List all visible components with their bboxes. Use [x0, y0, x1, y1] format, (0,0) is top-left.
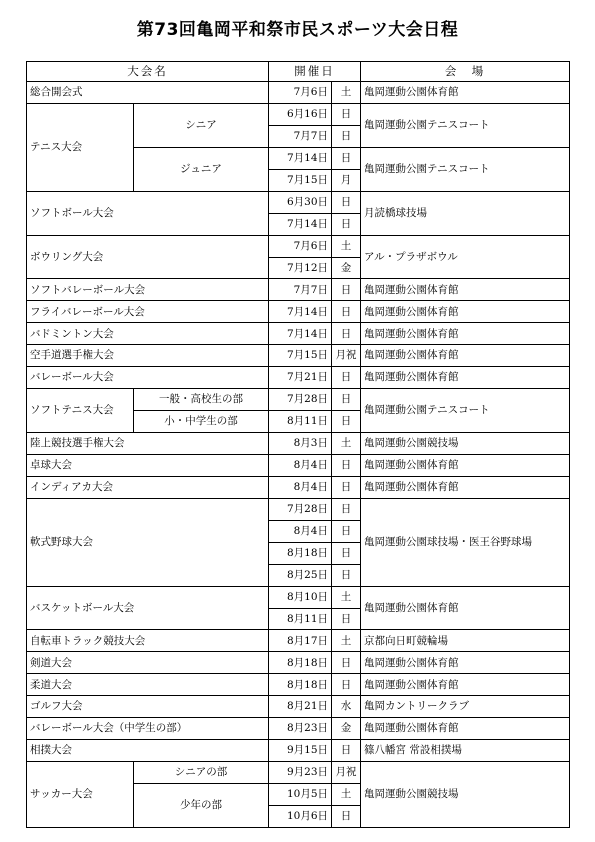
table-row: [27, 345, 570, 367]
table-row: [27, 674, 570, 696]
event-venue: 亀岡運動公園テニスコート: [361, 147, 570, 191]
event-venue: 亀岡運動公園体育館: [361, 367, 570, 389]
event-weekday: 日: [332, 191, 361, 213]
event-name: バドミントン大会: [27, 323, 269, 345]
table-row: [27, 454, 570, 476]
header-event: 大会名: [27, 62, 269, 82]
event-weekday: 土: [332, 784, 361, 806]
table-row: [27, 718, 570, 740]
event-venue: 亀岡運動公園体育館: [361, 586, 570, 630]
event-weekday: 日: [332, 476, 361, 498]
table-row: [27, 323, 570, 345]
event-weekday: 日: [332, 674, 361, 696]
event-date: 8月18日: [269, 652, 332, 674]
event-weekday: 日: [332, 652, 361, 674]
event-weekday: 日: [332, 125, 361, 147]
table-row: [27, 696, 570, 718]
table-row: [27, 103, 570, 125]
event-venue: 亀岡運動公園競技場: [361, 762, 570, 828]
event-weekday: 日: [332, 323, 361, 345]
event-weekday: 日: [332, 389, 361, 411]
event-date: 8月10日: [269, 586, 332, 608]
header-date: 開催日: [269, 62, 361, 82]
event-date: 8月3日: [269, 433, 332, 455]
event-date: 7月14日: [269, 147, 332, 169]
event-name: ソフトテニス大会: [27, 389, 134, 433]
event-venue: 亀岡運動公園競技場: [361, 433, 570, 455]
event-name: ボウリング大会: [27, 235, 269, 279]
event-date: 8月18日: [269, 542, 332, 564]
event-date: 8月17日: [269, 630, 332, 652]
event-name: 軟式野球大会: [27, 498, 269, 586]
table-row: [27, 630, 570, 652]
event-date: 9月15日: [269, 740, 332, 762]
event-weekday: 日: [332, 520, 361, 542]
event-date: 8月4日: [269, 520, 332, 542]
event-venue: 亀岡運動公園テニスコート: [361, 103, 570, 147]
event-date: 6月16日: [269, 103, 332, 125]
event-date: 7月15日: [269, 169, 332, 191]
event-weekday: 日: [332, 740, 361, 762]
event-name: 剣道大会: [27, 652, 269, 674]
event-venue: 亀岡運動公園体育館: [361, 718, 570, 740]
table-row: [27, 498, 570, 520]
table-row: [27, 82, 570, 104]
event-weekday: 日: [332, 542, 361, 564]
table-header-row: [27, 62, 570, 82]
event-weekday: 金: [332, 257, 361, 279]
event-venue: 亀岡運動公園体育館: [361, 323, 570, 345]
event-date: 8月4日: [269, 476, 332, 498]
event-weekday: 日: [332, 367, 361, 389]
event-date: 8月11日: [269, 608, 332, 630]
event-date: 10月5日: [269, 784, 332, 806]
event-weekday: 土: [332, 630, 361, 652]
event-name: 自転車トラック競技大会: [27, 630, 269, 652]
event-name: 総合開会式: [27, 82, 269, 104]
table-row: [27, 191, 570, 213]
event-venue: 亀岡運動公園体育館: [361, 652, 570, 674]
event-date: 7月12日: [269, 257, 332, 279]
event-weekday: 月祝: [332, 345, 361, 367]
event-date: 8月18日: [269, 674, 332, 696]
event-weekday: 日: [332, 411, 361, 433]
event-venue: アル・プラザボウル: [361, 235, 570, 279]
event-name: バスケットボール大会: [27, 586, 269, 630]
table-row: [27, 476, 570, 498]
event-date: 9月23日: [269, 762, 332, 784]
event-division: ジュニア: [134, 147, 269, 191]
event-venue: 亀岡運動公園球技場・医王谷野球場: [361, 498, 570, 586]
event-date: 7月28日: [269, 389, 332, 411]
event-date: 7月21日: [269, 367, 332, 389]
event-date: 10月6日: [269, 805, 332, 827]
event-division: シニアの部: [134, 762, 269, 784]
event-name: ゴルフ大会: [27, 696, 269, 718]
event-venue: 月読橋球技場: [361, 191, 570, 235]
event-weekday: 日: [332, 454, 361, 476]
event-date: 7月7日: [269, 279, 332, 301]
schedule-table: [26, 61, 570, 828]
event-weekday: 土: [332, 586, 361, 608]
event-weekday: 土: [332, 82, 361, 104]
event-venue: 亀岡運動公園テニスコート: [361, 389, 570, 433]
event-name: テニス大会: [27, 103, 134, 191]
event-weekday: 土: [332, 235, 361, 257]
table-row: [27, 652, 570, 674]
event-weekday: 日: [332, 301, 361, 323]
event-venue: 亀岡運動公園体育館: [361, 279, 570, 301]
page-title: 第73回亀岡平和祭市民スポーツ大会日程: [136, 20, 459, 40]
event-venue: 篠八幡宮 常設相撲場: [361, 740, 570, 762]
event-weekday: 日: [332, 213, 361, 235]
event-date: 7月6日: [269, 235, 332, 257]
event-division: 一般・高校生の部: [134, 389, 269, 411]
event-date: 7月6日: [269, 82, 332, 104]
event-date: 7月14日: [269, 213, 332, 235]
event-date: 8月25日: [269, 564, 332, 586]
table-row: [27, 762, 570, 784]
table-row: [27, 433, 570, 455]
table-row: [27, 301, 570, 323]
event-weekday: 日: [332, 564, 361, 586]
event-name: 陸上競技選手権大会: [27, 433, 269, 455]
event-date: 7月15日: [269, 345, 332, 367]
event-date: 7月7日: [269, 125, 332, 147]
event-weekday: 日: [332, 498, 361, 520]
event-date: 8月23日: [269, 718, 332, 740]
event-venue: 亀岡運動公園体育館: [361, 345, 570, 367]
event-venue: 亀岡運動公園体育館: [361, 476, 570, 498]
event-name: 空手道選手権大会: [27, 345, 269, 367]
event-name: インディアカ大会: [27, 476, 269, 498]
event-weekday: 日: [332, 608, 361, 630]
event-weekday: 月祝: [332, 762, 361, 784]
event-date: 8月11日: [269, 411, 332, 433]
event-weekday: 土: [332, 433, 361, 455]
event-name: サッカー大会: [27, 762, 134, 828]
event-name: ソフトバレーボール大会: [27, 279, 269, 301]
event-name: フライバレーボール大会: [27, 301, 269, 323]
event-name: バレーボール大会（中学生の部）: [27, 718, 269, 740]
event-weekday: 日: [332, 805, 361, 827]
event-division: シニア: [134, 103, 269, 147]
table-row: [27, 367, 570, 389]
table-row: [27, 586, 570, 608]
event-date: 8月4日: [269, 454, 332, 476]
event-venue: 亀岡運動公園体育館: [361, 301, 570, 323]
event-name: 相撲大会: [27, 740, 269, 762]
table-row: [27, 740, 570, 762]
event-weekday: 金: [332, 718, 361, 740]
event-name: バレーボール大会: [27, 367, 269, 389]
event-date: 7月14日: [269, 301, 332, 323]
event-name: ソフトボール大会: [27, 191, 269, 235]
event-weekday: 月: [332, 169, 361, 191]
event-weekday: 日: [332, 279, 361, 301]
table-row: [27, 389, 570, 411]
event-venue: 亀岡運動公園体育館: [361, 82, 570, 104]
event-weekday: 日: [332, 103, 361, 125]
event-date: 8月21日: [269, 696, 332, 718]
table-row: [27, 279, 570, 301]
event-date: 7月14日: [269, 323, 332, 345]
event-venue: 亀岡運動公園体育館: [361, 454, 570, 476]
event-name: 卓球大会: [27, 454, 269, 476]
event-weekday: 水: [332, 696, 361, 718]
event-venue: 亀岡運動公園体育館: [361, 674, 570, 696]
event-division: 小・中学生の部: [134, 411, 269, 433]
event-name: 柔道大会: [27, 674, 269, 696]
event-weekday: 日: [332, 147, 361, 169]
event-division: 少年の部: [134, 784, 269, 828]
table-row: [27, 235, 570, 257]
event-venue: 亀岡カントリークラブ: [361, 696, 570, 718]
event-date: 7月28日: [269, 498, 332, 520]
event-venue: 京都向日町競輪場: [361, 630, 570, 652]
event-date: 6月30日: [269, 191, 332, 213]
header-venue: 会 場: [361, 62, 570, 82]
